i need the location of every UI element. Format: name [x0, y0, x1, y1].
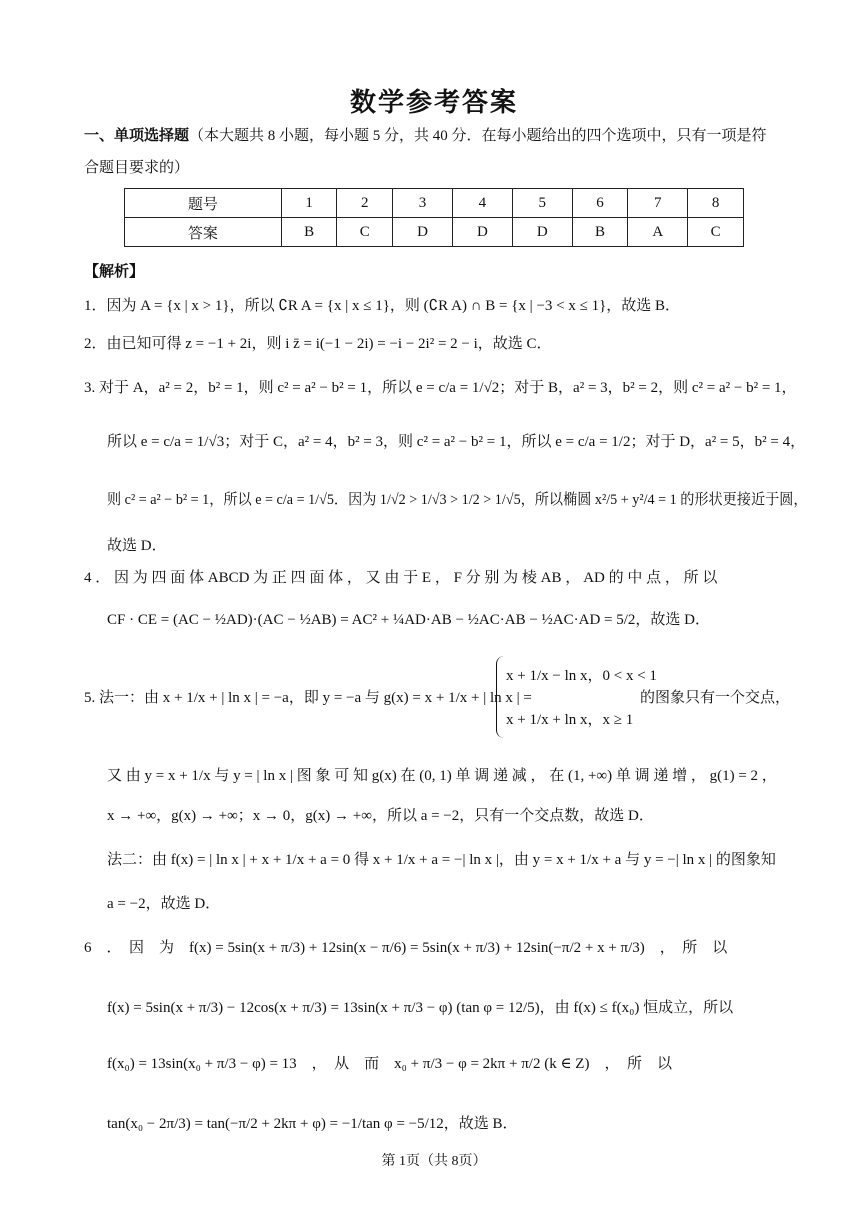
question-number: 8: [688, 189, 744, 218]
question-number: 3: [393, 189, 453, 218]
solution-5-line1-tail: 的图象只有一个交点，: [640, 690, 791, 706]
question-number: 7: [628, 189, 688, 218]
solution-3-line1: 3. 对于 A，a² = 2，b² = 1，则 c² = a² − b² = 1，所以 e = c/a = 1/√2；对于 B，a² = 3，b² = 2，则 c² = a² − b² = 1，: [84, 380, 797, 396]
solution-4-line2: CF · CE = (AC − ½AD)·(AC − ½AB) = AC² + ¼AD·AB − ½AC·AB − ½AC·AD = 5/2，故选 D．: [107, 612, 711, 628]
section-heading: 一、单项选择题: [84, 126, 190, 144]
question-number: 5: [512, 189, 572, 218]
question-number: 1: [281, 189, 337, 218]
answer-cell: D: [512, 218, 572, 247]
answer-cell: C: [688, 218, 744, 247]
answer-cell: D: [393, 218, 453, 247]
table-row: [125, 189, 744, 218]
solution-5-line2: 又 由 y = x + 1/x 与 y = | ln x | 图 象 可 知 g(x) 在 (0, 1) 单 调 递 减 ， 在 (1, +∞) 单 调 递 增 ， g(1) = 2 ，: [107, 768, 777, 784]
answer-cell: B: [281, 218, 337, 247]
answer-table: [124, 188, 744, 247]
solution-6-line2: f(x) = 5sin(x + π/3) − 12cos(x + π/3) = 13sin(x + π/3 − φ) (tan φ = 12/5)，由 f(x) ≤ f(x₀) 恒成立，所以: [107, 1000, 734, 1016]
analysis-label: 【解析】: [84, 262, 145, 280]
solution-5-line1: 5. 法一：由 x + 1/x + | ln x | = −a，即 y = −a 与 g(x) = x + 1/x + | ln x | =: [84, 690, 532, 706]
solution-5-method2: 法二：由 f(x) = | ln x | + x + 1/x + a = 0 得 x + 1/x + a = −| ln x |，由 y = x + 1/x + a 与 y = −| ln x | 的图象知: [107, 852, 776, 868]
solution-5-line3: x → +∞，g(x) → +∞；x → 0，g(x) → +∞，所以 a = −2，只有一个交点数，故选 D．: [107, 808, 654, 824]
row-label-answer: 答案: [125, 218, 282, 247]
page-title: 数学参考答案: [349, 88, 518, 118]
section-description: [84, 124, 767, 145]
page-footer: 第 1页（共 8页）: [381, 1154, 487, 1169]
solution-4-line1: 4 ． 因 为 四 面 体 ABCD 为 正 四 面 体 ， 又 由 于 E ， F 分 别 为 棱 AB ， AD 的 中 点 ， 所 以: [84, 570, 718, 586]
solution-6-line1: 6 ． 因 为 f(x) = 5sin(x + π/3) + 12sin(x − π/6) = 5sin(x + π/3) + 12sin(−π/2 + x + π/3) ， 所 以: [84, 940, 728, 956]
piecewise-case-1: x + 1/x − ln x，0 < x < 1: [506, 668, 657, 684]
solution-3-line4: 故选 D．: [107, 538, 167, 554]
solution-6-line3: f(x₀) = 13sin(x₀ + π/3 − φ) = 13 ， 从 而 x₀ + π/3 − φ = 2kπ + π/2 (k ∈ Z) ， 所 以: [107, 1056, 672, 1072]
solution-2: 2．由已知可得 z = −1 + 2i，则 i z̄ = i(−1 − 2i) = −i − 2i² = 2 − i，故选 C．: [84, 336, 552, 352]
answer-cell: A: [628, 218, 688, 247]
solution-5-method2-end: a = −2，故选 D．: [107, 896, 221, 912]
section-desc-line1: （本大题共 8 小题，每小题 5 分，共 40 分．在每小题给出的四个选项中，只有一项是符: [189, 128, 767, 144]
table-row: [125, 218, 744, 247]
question-number: 4: [452, 189, 512, 218]
piecewise-case-2: x + 1/x + ln x，x ≥ 1: [506, 712, 634, 728]
solution-6-line4: tan(x₀ − 2π/3) = tan(−π/2 + 2kπ + φ) = −1/tan φ = −5/12，故选 B．: [107, 1116, 518, 1132]
section-desc-line2: 合题目要求的）: [84, 160, 190, 176]
answer-cell: B: [572, 218, 628, 247]
solution-3-line2: 所以 e = c/a = 1/√3；对于 C，a² = 4，b² = 3，则 c² = a² − b² = 1，所以 e = c/a = 1/2；对于 D，a² = 5，b² = 4，: [107, 434, 806, 450]
solution-3-line3: 则 c² = a² − b² = 1，所以 e = c/a = 1/√5．因为 1/√2 > 1/√3 > 1/2 > 1/√5，所以椭圆 x²/5 + y²/4 = 1 的形状更接近于圆，: [107, 492, 808, 508]
piecewise-brace: [496, 656, 505, 738]
question-number: 2: [337, 189, 393, 218]
answer-cell: D: [452, 218, 512, 247]
row-label-number: 题号: [125, 189, 282, 218]
question-number: 6: [572, 189, 628, 218]
answer-cell: C: [337, 218, 393, 247]
solution-1: 1．因为 A = {x | x > 1}，所以 ∁R A = {x | x ≤ 1}，则 (∁R A) ∩ B = {x | −3 < x ≤ 1}，故选 B．: [84, 298, 681, 314]
